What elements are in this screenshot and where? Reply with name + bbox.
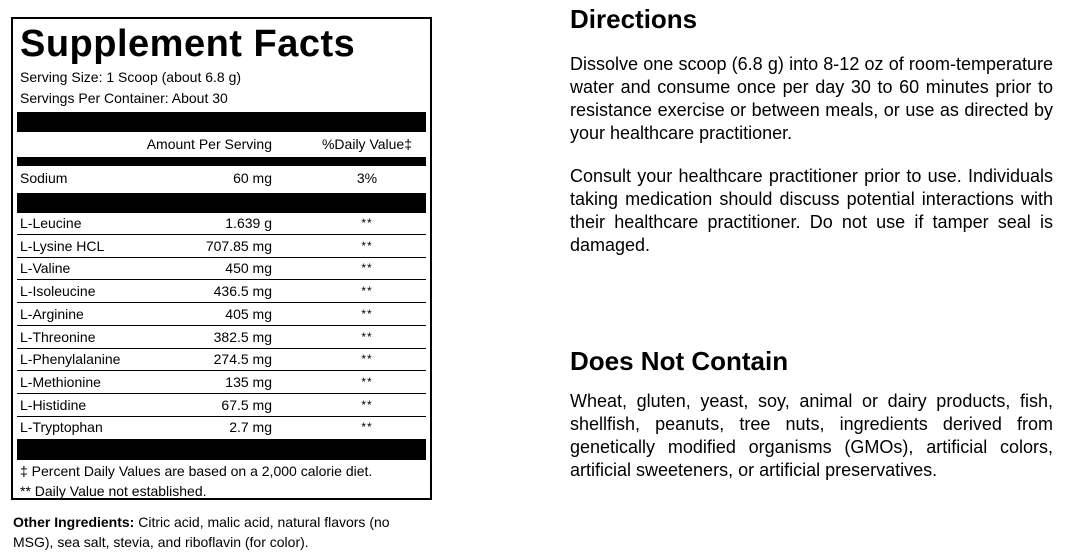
row-divider <box>17 234 426 235</box>
ingredient-name: L-Histidine <box>20 396 87 413</box>
thick-rule <box>17 112 426 132</box>
directions-paragraph-1: Dissolve one scoop (6.8 g) into 8-12 oz of room-temperature water and consume once per day 30 to 60 minutes prior to resistance exercise or between meals, or use as directed by your healthcare practitioner. <box>570 54 1053 143</box>
serving-size: Serving Size: 1 Scoop (about 6.8 g) <box>20 69 242 85</box>
directions-heading: Directions <box>570 4 698 34</box>
ingredient-amount: 707.85 mg <box>205 237 272 254</box>
ingredient-amount: 67.5 mg <box>221 396 272 413</box>
supplement-facts-title: Supplement Facts <box>20 23 356 65</box>
ingredient-amount: 2.7 mg <box>229 419 272 436</box>
ingredient-daily-value: ** <box>361 352 373 367</box>
thick-rule <box>17 193 426 213</box>
other-ingredients-text: Citric acid, malic acid, natural flavors (no MSG), sea salt, stevia, and riboflavin (for color). <box>13 514 390 550</box>
row-divider <box>17 325 426 326</box>
ingredient-amount: 274.5 mg <box>213 351 272 368</box>
amount-per-serving-header: Amount Per Serving <box>146 136 272 152</box>
ingredient-amount: 1.639 g <box>225 215 272 231</box>
footnote-not-established: ** Daily Value not established. <box>20 483 207 499</box>
does-not-contain-paragraph: Wheat, gluten, yeast, soy, animal or dairy products, fish, shellfish, peanuts, tree nuts, ingredients derived from genetically modified organisms (GMOs), artificial colors, artificial sweeteners, or artificial preservatives. <box>570 391 1053 480</box>
ingredient-daily-value: ** <box>361 374 373 389</box>
ingredient-daily-value: ** <box>361 329 373 344</box>
ingredient-daily-value: ** <box>361 261 373 276</box>
ingredient-name: L-Threonine <box>20 328 96 345</box>
ingredient-daily-value: ** <box>361 306 373 321</box>
daily-value-header: %Daily Value‡ <box>321 136 412 152</box>
ingredient-daily-value: ** <box>361 284 373 299</box>
row-divider <box>17 279 426 280</box>
ingredient-name: L-Tryptophan <box>20 419 103 436</box>
row-divider <box>17 416 426 417</box>
ingredient-daily-value: ** <box>361 420 373 435</box>
ingredient-daily-value: ** <box>361 216 373 230</box>
row-divider <box>17 348 426 349</box>
servings-per-container: Servings Per Container: About 30 <box>20 90 228 106</box>
ingredient-name: L-Arginine <box>20 305 84 322</box>
row-divider <box>17 393 426 394</box>
other-ingredients <box>13 512 423 552</box>
sodium-dv: 3% <box>356 170 378 186</box>
column-header-row <box>17 135 426 153</box>
row-divider <box>17 257 426 258</box>
sodium-amount: 60 mg <box>233 170 272 186</box>
ingredient-amount: 405 mg <box>225 305 272 322</box>
row-divider <box>17 370 426 371</box>
ingredient-daily-value: ** <box>361 397 373 412</box>
ingredient-amount: 436.5 mg <box>213 283 272 300</box>
footnote-daily-values: ‡ Percent Daily Values are based on a 2,000 calorie diet. <box>20 463 373 479</box>
ingredient-name: L-Isoleucine <box>20 283 96 300</box>
supplement-facts-panel <box>11 17 432 500</box>
row-divider <box>17 302 426 303</box>
ingredient-amount: 450 mg <box>225 260 272 277</box>
ingredient-name: L-Phenylalanine <box>20 351 121 368</box>
ingredient-name: L-Valine <box>20 260 71 277</box>
ingredient-name: L-Lysine HCL <box>20 237 105 254</box>
other-ingredients-label: Other Ingredients: <box>13 514 135 530</box>
sodium-name: Sodium <box>20 170 68 186</box>
ingredient-amount: 135 mg <box>225 373 272 390</box>
does-not-contain-heading: Does Not Contain <box>570 346 789 376</box>
thick-rule <box>17 439 426 460</box>
ingredient-name: L-Methionine <box>20 373 101 390</box>
directions-paragraph-2: Consult your healthcare practitioner prior to use. Individuals taking medication should discuss potential interactions with their healthcare practitioner. Do not use if tamper seal is damaged. <box>570 166 1053 255</box>
medium-rule <box>17 157 426 166</box>
ingredient-name: L-Leucine <box>20 215 82 231</box>
ingredient-daily-value: ** <box>361 238 373 253</box>
ingredient-amount: 382.5 mg <box>213 328 272 345</box>
